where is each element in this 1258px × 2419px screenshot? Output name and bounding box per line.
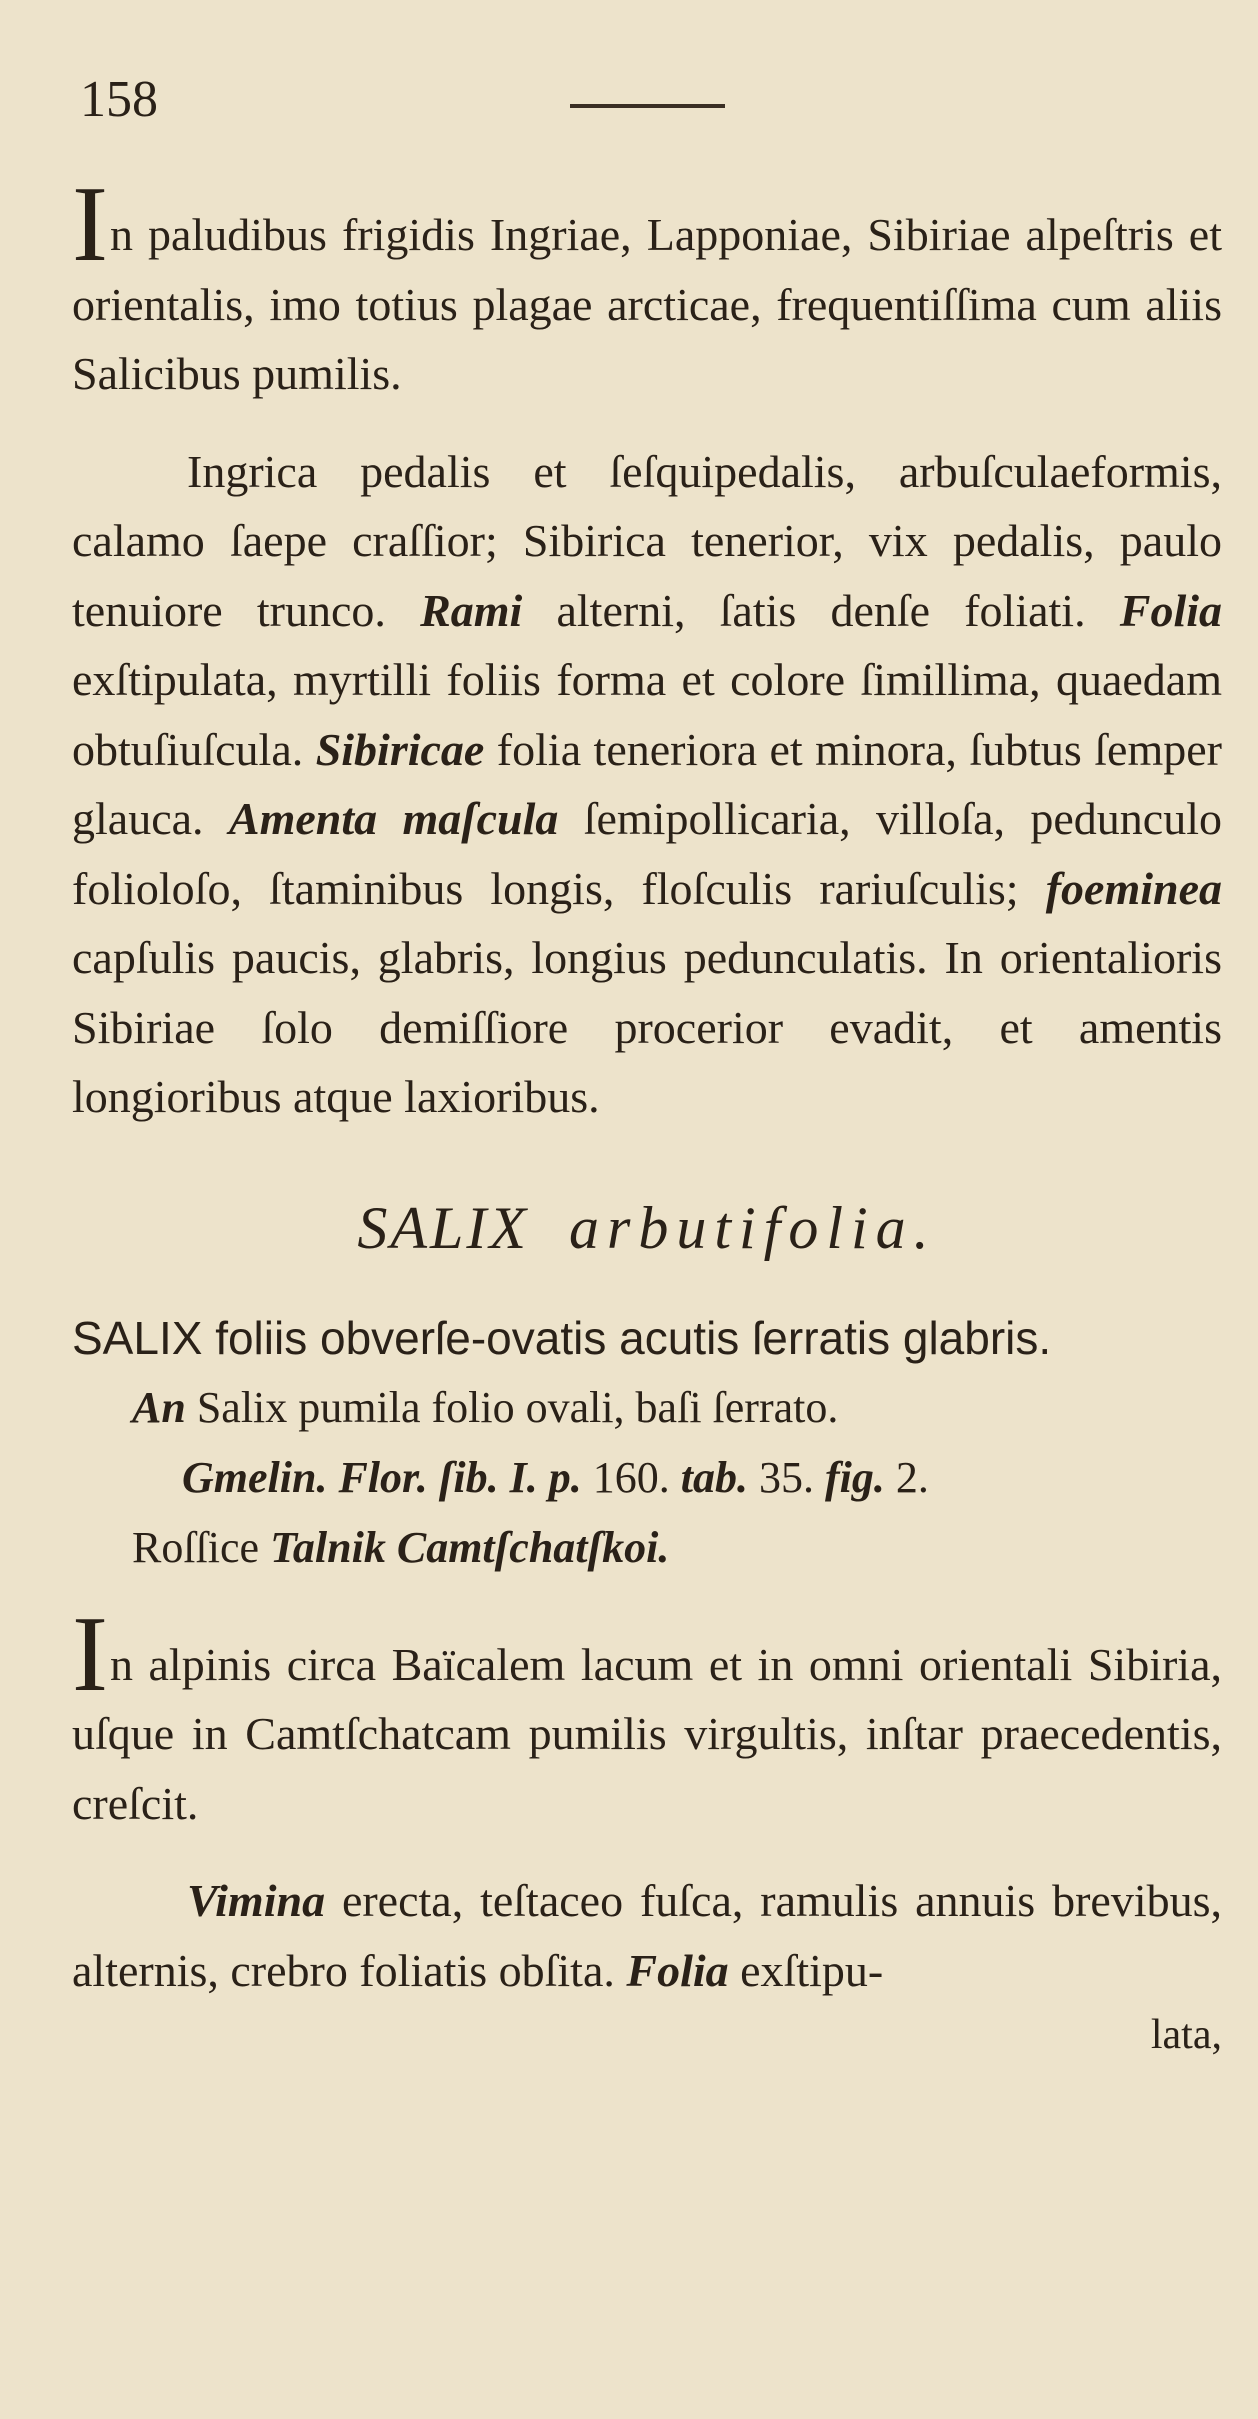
citation-tab: tab. xyxy=(680,1452,748,1502)
page-header xyxy=(0,0,1258,160)
text-run: erecta, teſtaceo fuſca, ramulis annuis brevibus, alternis, crebro foliatis obſita. xyxy=(72,1875,1222,1996)
citation-fig: fig. xyxy=(824,1452,885,1502)
paragraph-text: n paludibus frigidis Ingriae, Lapponiae, Sibiriae alpeſtris et orientalis, imo totius plagae arcticae, frequentiſſima cum aliis Salicibus pumilis. xyxy=(72,209,1222,399)
vernacular-term: Talnik Camtſchatſkoi. xyxy=(270,1522,670,1572)
drop-cap: I xyxy=(72,1594,108,1714)
synonym-text: Salix pumila folio ovali, baſi ſerrato. xyxy=(185,1382,839,1432)
species-genus: SALIX xyxy=(357,1194,529,1261)
text-run: Ingrica pedalis et ſeſquipedalis, arbuſculaeformis, calamo ſaepe craſſior; Sibirica tenerior, vix pedalis, paulo tenuiore trunco. xyxy=(72,445,1222,636)
term-rami: Rami xyxy=(420,584,523,636)
text-run: ſemipollicaria, villoſa, pedunculo folioloſo, ſtaminibus longis, floſculis rariuſculis; xyxy=(72,793,1223,914)
species-heading xyxy=(72,1194,1222,1263)
citation-source: Gmelin. Flor. ſib. I. p. xyxy=(182,1452,582,1502)
term-foeminea: foeminea xyxy=(1045,862,1222,914)
diagnosis: SALIX foliis obverſe-ovatis acutis ſerratis glabris. xyxy=(72,1311,1052,1364)
paragraph-habitat-2 xyxy=(72,1594,1222,1839)
species-epithet: arbutifolia. xyxy=(568,1194,937,1261)
vernacular-prefix: Roſſice xyxy=(132,1522,271,1572)
paragraph-description-2 xyxy=(72,1866,1222,2005)
synonym-line xyxy=(72,1373,1222,1443)
text-run: exſtipulata, myrtilli foliis forma et colore ſimillima, quaedam obtuſiuſcula. xyxy=(72,654,1222,775)
catchword: lata, xyxy=(1150,2012,1222,2058)
paragraph-habitat xyxy=(72,165,1222,409)
text-run: exſtipu- xyxy=(728,1944,884,1996)
synonym-an: An xyxy=(132,1382,186,1432)
citation-fig-number: 2. xyxy=(884,1452,929,1502)
text-run: folia teneriora et minora, ſubtus ſemper glauca. xyxy=(72,723,1222,844)
term-amenta: Amenta maſcula xyxy=(228,793,559,844)
drop-cap: I xyxy=(72,165,108,284)
synonym-citation xyxy=(72,1443,1222,1513)
term-folia: Folia xyxy=(1119,584,1223,636)
citation-tab-number: 35. xyxy=(747,1452,825,1502)
header-rule xyxy=(570,104,725,108)
text-run: capſulis paucis, glabris, longius pedunculatis. In orientalioris Sibiriae ſolo demiſſiore procerior evadit, et amentis longioribus atque laxioribus. xyxy=(72,932,1222,1122)
paragraph-description xyxy=(72,437,1222,1132)
term-sibiricae: Sibiricae xyxy=(315,723,485,775)
page-body xyxy=(72,165,1223,2065)
page-number: 158 xyxy=(80,71,158,128)
term-folia: Folia xyxy=(626,1944,729,1996)
paragraph-text: n alpinis circa Baïcalem lacum et in omni orientali Sibiria, uſque in Camtſchatcam pumilis virgultis, inſtar praecedentis, creſcit. xyxy=(72,1638,1222,1829)
text-run: alterni, ſatis denſe foliati. xyxy=(522,584,1120,636)
term-vimina: Vimina xyxy=(187,1875,326,1926)
citation-page: 160. xyxy=(581,1452,681,1502)
vernacular-name xyxy=(72,1513,1222,1583)
